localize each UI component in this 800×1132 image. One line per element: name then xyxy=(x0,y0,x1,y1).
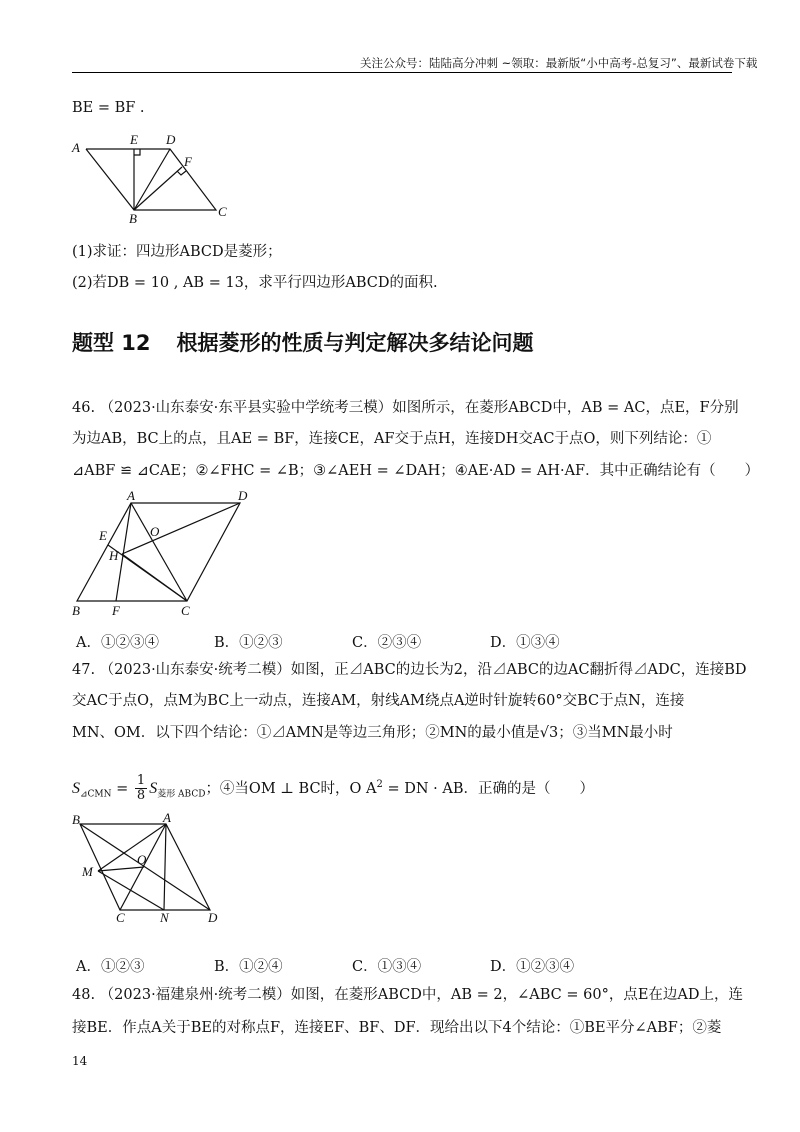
fig2-label-h: H xyxy=(109,548,119,563)
q47-frac-num: 1 xyxy=(136,773,146,789)
fig3-label-o: O xyxy=(137,852,147,867)
fig3-label-b: B xyxy=(72,812,80,827)
fig3-label-n: N xyxy=(160,910,169,924)
q47-line4-post: ；④当OM ⊥ BC时，O A xyxy=(205,780,377,797)
fig1-label-a: A xyxy=(72,140,80,155)
fig1-segment-bf xyxy=(134,167,182,210)
q48-line-1: 48. （2023·福建泉州·统考二模）如图，在菱形ABCD中，AB = 2，∠ABC = 60°，点E在边AD上，连 xyxy=(72,987,744,1003)
q46-line-1: 46. （2023·山东泰安·东平县实验中学统考三模）如图所示，在菱形ABCD中，AB = AC，点E，F分别 xyxy=(72,400,739,416)
q47-option-c: C．①③④ xyxy=(352,959,422,975)
fig3-label-c: C xyxy=(116,910,125,924)
fig1-segment-bd xyxy=(134,149,170,210)
fig3-label-m: M xyxy=(82,864,93,879)
q47-line4-end: = DN · AB．正确的是（ ） xyxy=(382,780,595,797)
fig3-segment-an xyxy=(164,824,166,910)
fig3-segment-mn xyxy=(98,871,164,910)
q46-option-a: A．①②③④ xyxy=(76,635,159,651)
q47-option-b: B．①②④ xyxy=(214,959,283,975)
fig3-segment-am xyxy=(98,824,166,871)
q47-line-3: MN、OM．以下四个结论：①⊿AMN是等边三角形；②MN的最小值是√3；③当MN最小时 xyxy=(72,725,673,741)
q47-line-1: 47. （2023·山东泰安·统考二模）如图，正⊿ABC的边长为2，沿⊿ABC的边AC翻折得⊿ADC，连接BD xyxy=(72,662,747,678)
fig2-segment-dh xyxy=(122,503,240,554)
header-rule xyxy=(72,72,732,73)
q46-option-b: B．①②③ xyxy=(214,635,283,651)
q46-option-d: D．①③④ xyxy=(490,635,560,651)
fig2-label-e: E xyxy=(99,528,107,543)
q47-area-s2: S xyxy=(149,779,158,797)
q46-option-c: C．②③④ xyxy=(352,635,422,651)
q47-line-4 xyxy=(72,770,595,804)
fig2-label-d: D xyxy=(238,488,248,503)
q47-area-s1: S xyxy=(72,779,80,797)
page-number: 14 xyxy=(72,1054,88,1068)
q47-line-2: 交AC于点O，点M为BC上一动点，连接AM，射线AM绕点A逆时针旋转60°交BC于点N，连接 xyxy=(72,693,685,709)
fig1-label-b: B xyxy=(129,211,137,225)
fig2-segment-hc xyxy=(122,554,187,601)
section-title: 根据菱形的性质与判定解决多结论问题 xyxy=(176,331,534,355)
q47-fraction xyxy=(135,774,147,803)
section-heading xyxy=(72,327,534,357)
q46-line-3: ⊿ABF ≌ ⊿CAE；②∠FHC = ∠B；③∠AEH = ∠DAH；④AE·AD = AH·AF．其中正确结论有（ ） xyxy=(72,463,760,479)
q48-line-2: 接BE．作点A关于BE的对称点F，连接EF、BF、DF．现给出以下4个结论：①BE平分∠ABF；②菱 xyxy=(72,1020,722,1036)
fig2-label-a: A xyxy=(127,488,135,503)
fig2-label-b: B xyxy=(72,603,80,618)
section-number: 题型 12 xyxy=(72,331,151,355)
fig1-outline xyxy=(86,149,216,210)
q47-option-a: A．①②③ xyxy=(76,959,145,975)
fig2-diagonal-ac xyxy=(131,503,187,601)
fig3-segment-om xyxy=(98,867,144,871)
fig2-label-f: F xyxy=(112,603,120,618)
prev-part-2: (2)若DB = 10 , AB = 13，求平行四边形ABCD的面积. xyxy=(72,275,438,291)
figure-rhombus-q47 xyxy=(68,812,228,924)
q47-area-sub2: 菱形 ABCD xyxy=(157,789,206,800)
q47-equals: = xyxy=(111,780,133,797)
q47-area-sub1: ⊿CMN xyxy=(80,789,112,800)
q47-superscript: 2 xyxy=(376,779,383,790)
fig1-right-angle-f xyxy=(177,171,186,175)
figure-parallelogram-ebdf xyxy=(68,130,238,225)
q47-frac-den: 8 xyxy=(136,788,146,804)
fig1-label-f: F xyxy=(184,154,192,169)
page-header: 关注公众号：陆陆高分冲刺 ~领取：最新版“小中高考-总复习”、最新试卷下载 xyxy=(360,56,758,70)
prev-line-1: BE = BF . xyxy=(72,100,145,116)
fig3-label-a: A xyxy=(163,812,171,825)
figure-rhombus-q46 xyxy=(68,488,258,618)
fig1-label-e: E xyxy=(130,132,138,147)
fig2-label-o: O xyxy=(150,524,160,539)
fig2-label-c: C xyxy=(181,603,190,618)
fig1-label-d: D xyxy=(166,132,176,147)
fig1-label-c: C xyxy=(218,204,227,219)
fig3-label-d: D xyxy=(208,910,218,924)
q46-line-2: 为边AB，BC上的点，且AE = BF，连接CE，AF交于点H，连接DH交AC于点O，则下列结论：① xyxy=(72,431,712,447)
fig1-right-angle-e xyxy=(134,149,140,155)
prev-part-1: (1)求证：四边形ABCD是菱形； xyxy=(72,244,282,260)
q47-option-d: D．①②③④ xyxy=(490,959,575,975)
